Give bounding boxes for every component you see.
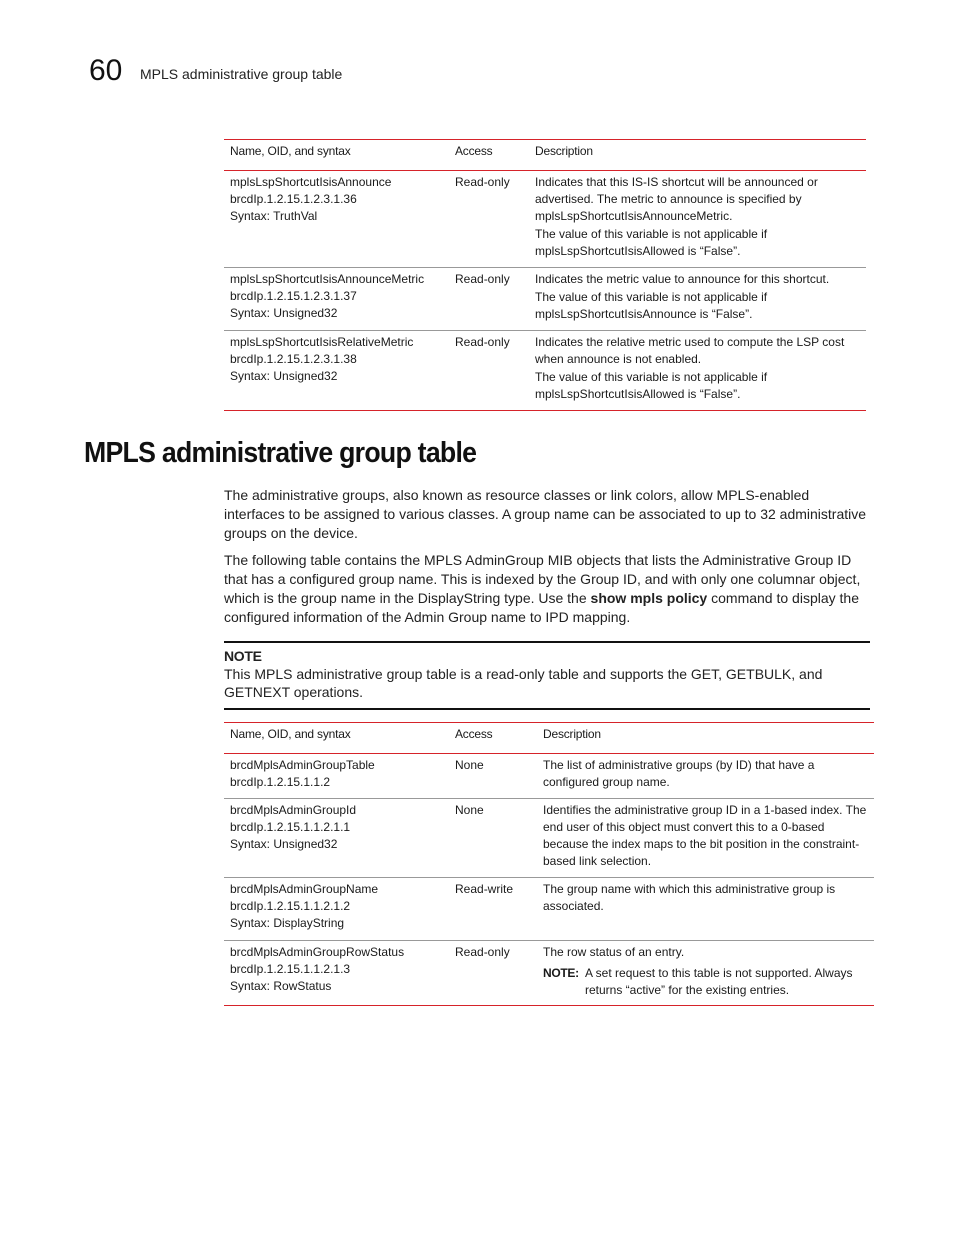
column-header-name: Name, OID, and syntax [224, 723, 449, 754]
access-cell: None [449, 754, 537, 799]
paragraph-text: The following table contains the MPLS AdminGroup MIB objects that lists the Administrative Group ID that has a configured group name. This is indexed by the Group ID, and with only one columnar object, which is the group name in the DisplayString type. Use the [224, 552, 861, 606]
description-cell [537, 754, 874, 799]
name-oid-cell [224, 941, 449, 1006]
inline-note [543, 965, 868, 999]
description-cell [529, 268, 866, 331]
table-row [224, 799, 874, 878]
access-cell: Read-only [449, 268, 529, 331]
description-text: Indicates that this IS-IS shortcut will be announced or advertised. The metric to announce is specified by mplsLspShortcutIsisAnnounceMetric. [535, 175, 818, 223]
column-header-name: Name, OID, and syntax [224, 140, 449, 171]
object-syntax: Syntax: RowStatus [230, 979, 332, 993]
description-text: The value of this variable is not applicable if mplsLspShortcutIsisAllowed is “False”. [535, 370, 768, 401]
chapter-number: 60 [89, 54, 123, 87]
inline-note-label: NOTE: [543, 966, 579, 980]
mib-table-admin-group [224, 722, 874, 1006]
paragraph-text: command to display the configured information of the Admin Group name to IPD mapping. [224, 590, 859, 625]
description-text: Identifies the administrative group ID in a 1-based index. The end user of this object must convert this to a 0-based because the index maps to the bit position in the constraint-based link selection. [543, 803, 867, 868]
mib-table-isis-shortcut [224, 139, 866, 411]
running-title: MPLS administrative group table [140, 66, 343, 82]
object-name: brcdMplsAdminGroupName [230, 882, 379, 896]
description-text: The list of administrative groups (by ID) that have a configured group name. [543, 758, 815, 789]
inline-note-text: A set request to this table is not supported. Always returns “active” for the existing entries. [585, 966, 853, 997]
access-cell: Read-only [449, 331, 529, 411]
note-text: This MPLS administrative group table is a read-only table and supports the GET, GETBULK, and GETNEXT operations. [224, 666, 823, 700]
object-name: mplsLspShortcutIsisAnnounceMetric [230, 272, 425, 286]
table-header-row [224, 723, 874, 754]
description-text: The value of this variable is not applicable if mplsLspShortcutIsisAllowed is “False”. [535, 227, 768, 258]
description-cell [537, 941, 874, 1006]
table-row [224, 171, 866, 268]
object-syntax: Syntax: Unsigned32 [230, 306, 338, 320]
note-label: NOTE [224, 648, 262, 664]
column-header-access: Access [449, 140, 529, 171]
access-cell: Read-only [449, 171, 529, 268]
description-text: Indicates the relative metric used to compute the LSP cost when announce is not enabled. [535, 335, 845, 366]
object-syntax: Syntax: DisplayString [230, 916, 345, 930]
table-row [224, 878, 874, 941]
intro-paragraph: The administrative groups, also known as resource classes or link colors, allow MPLS-enabled interfaces to be assigned to various classes. A group name can be associated to up to 32 administrative groups on the device. [224, 487, 867, 541]
description-cell [529, 171, 866, 268]
object-name: brcdMplsAdminGroupRowStatus [230, 945, 405, 959]
description-text: The group name with which this administrative group is associated. [543, 882, 836, 913]
note-box [224, 641, 870, 710]
object-syntax: Syntax: Unsigned32 [230, 369, 338, 383]
description-text: The row status of an entry. [543, 945, 685, 959]
name-oid-cell [224, 799, 449, 878]
object-syntax: Syntax: Unsigned32 [230, 837, 338, 851]
access-cell: None [449, 799, 537, 878]
name-oid-cell [224, 331, 449, 411]
table-row [224, 754, 874, 799]
name-oid-cell [224, 171, 449, 268]
object-oid: brcdIp.1.2.15.1.1.2 [230, 775, 331, 789]
column-header-description: Description [537, 723, 874, 754]
name-oid-cell [224, 878, 449, 941]
access-cell: Read-only [449, 941, 537, 1006]
object-name: brcdMplsAdminGroupTable [230, 758, 375, 772]
description-cell [529, 331, 866, 411]
name-oid-cell [224, 754, 449, 799]
object-name: brcdMplsAdminGroupId [230, 803, 357, 817]
table-row [224, 941, 874, 1006]
section-title: MPLS administrative group table [84, 437, 477, 469]
object-oid: brcdIp.1.2.15.1.2.3.1.37 [230, 289, 357, 303]
object-oid: brcdIp.1.2.15.1.1.2.1.1 [230, 820, 351, 834]
table-description-paragraph [224, 551, 870, 627]
object-name: mplsLspShortcutIsisRelativeMetric [230, 335, 414, 349]
object-syntax: Syntax: TruthVal [230, 209, 318, 223]
access-cell: Read-write [449, 878, 537, 941]
name-oid-cell [224, 268, 449, 331]
table-row [224, 268, 866, 331]
object-oid: brcdIp.1.2.15.1.2.3.1.36 [230, 192, 357, 206]
object-oid: brcdIp.1.2.15.1.2.3.1.38 [230, 352, 357, 366]
table-row [224, 331, 866, 411]
description-cell [537, 799, 874, 878]
object-oid: brcdIp.1.2.15.1.1.2.1.3 [230, 962, 351, 976]
command-name: show mpls policy [590, 590, 708, 606]
column-header-access: Access [449, 723, 537, 754]
table-header-row [224, 140, 866, 171]
description-text: Indicates the metric value to announce for this shortcut. [535, 272, 830, 286]
column-header-description: Description [529, 140, 866, 171]
description-cell [537, 878, 874, 941]
object-oid: brcdIp.1.2.15.1.1.2.1.2 [230, 899, 351, 913]
description-text: The value of this variable is not applicable if mplsLspShortcutIsisAnnounce is “False”. [535, 290, 768, 321]
object-name: mplsLspShortcutIsisAnnounce [230, 175, 392, 189]
